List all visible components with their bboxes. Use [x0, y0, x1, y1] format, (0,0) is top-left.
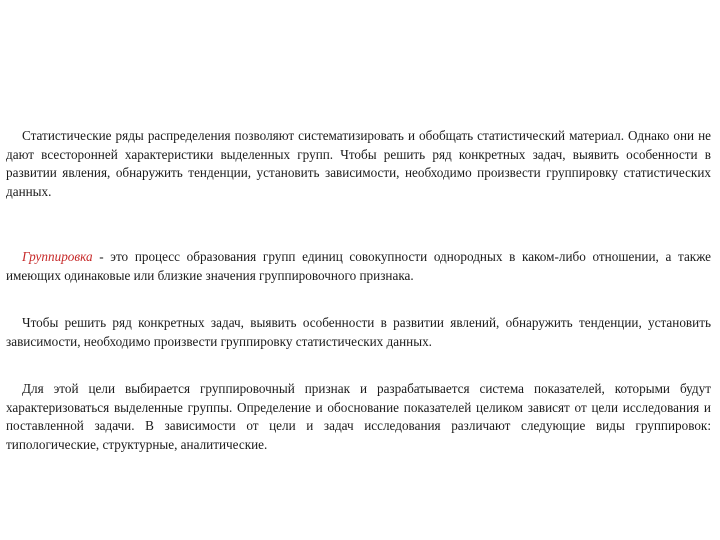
- grouping-term: Группировка: [22, 249, 93, 264]
- paragraph-grouping-purpose: Чтобы решить ряд конкретных задач, выявить особенности в развитии явлений, обнаружить тенденции, установить зависимости, необходимо произвести группировку статистических данных.: [6, 315, 711, 349]
- paragraph-grouping-types: Для этой цели выбирается группировочный признак и разрабатывается система показателей, которыми будут характеризоваться выделенные группы. Определение и обоснование показателей целиком зависят от цели исследования и поставленной задачи. В зависимости от цели и задач исследования различают следующие виды группировок: типологические, структурные, аналитические.: [6, 381, 711, 452]
- paragraph-distribution-series: Статистические ряды распределения позволяют систематизировать и обобщать статистический материал. Однако они не дают всесторонней характеристики выделенных групп. Чтобы решить ряд конкретных задач, выявить особенности в развитии явления, обнаружить тенденции, установить зависимости, необходимо произвести группировку статистических данных.: [6, 128, 711, 199]
- grouping-definition-text: - это процесс образования групп единиц совокупности однородных в каком-либо отношении, а также имеющих одинаковые или близкие значения группировочного признака.: [6, 249, 711, 283]
- paragraph-grouping-definition: [6, 248, 711, 285]
